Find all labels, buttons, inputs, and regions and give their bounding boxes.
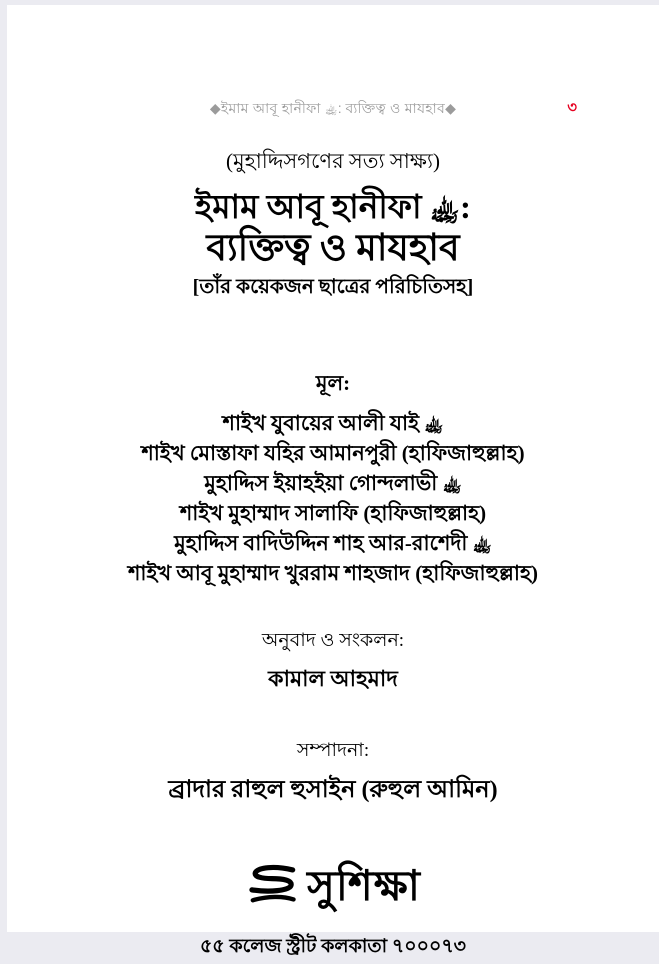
publisher-name: সুশিক্ষা — [307, 864, 421, 910]
testimony-line: (মুহাদ্দিসগণের সত্য সাক্ষ্য) — [226, 149, 440, 173]
book-title-line2: ব্যক্তিত্ব ও মাযহাব — [206, 228, 460, 269]
running-header-title: ◆ইমাম আবূ হানীফা ﵀: ব্যক্তিত্ব ও মাযহাব◆ — [209, 100, 457, 116]
running-header — [7, 98, 659, 118]
book-subtitle: [তাঁর কয়েকজন ছাত্রের পরিচিতিসহ] — [192, 276, 474, 298]
author-line: শাইখ মোস্তাফা যহির আমানপুরী (হাফিজাহুল্লাহ) — [141, 441, 525, 465]
editor-name: ব্রাদার রাহুল হুসাইন (রুহুল আমিন) — [168, 777, 498, 803]
translator-name: কামাল আহমাদ — [268, 666, 398, 691]
page-number: ৩ — [567, 100, 577, 116]
editing-label: সম্পাদনা: — [296, 740, 370, 761]
book-title-page — [7, 5, 659, 957]
author-line: শাইখ যুবায়ের আলী যাই ﵀ — [222, 411, 444, 435]
publisher-address: ৫৫ কলেজ স্ট্রীট কলকাতা ৭০০০৭৩ — [199, 936, 467, 957]
publisher-logo-block — [7, 853, 659, 924]
authors-label: মূল: — [315, 371, 351, 395]
author-line: শাইখ আবূ মুহাম্মাদ খুররাম শাহজাদ (হাফিজাহুল্লাহ) — [127, 561, 539, 585]
authors-list — [7, 408, 659, 588]
author-line: মুহাদ্দিস ইয়াহইয়া গোন্দলাভী ﵀ — [204, 471, 462, 495]
sushiksha-monogram-icon — [245, 863, 297, 915]
book-title-line1: ইমাম আবূ হানীফা ﵀: — [195, 190, 471, 226]
author-line: শাইখ মুহাম্মাদ সালাফি (হাফিজাহুল্লাহ) — [179, 501, 487, 525]
translation-label: অনুবাদ ও সংকলন: — [261, 630, 405, 651]
author-line: মুহাদ্দিস বাদিউদ্দিন শাহ আর-রাশেদী ﵀ — [174, 531, 492, 555]
